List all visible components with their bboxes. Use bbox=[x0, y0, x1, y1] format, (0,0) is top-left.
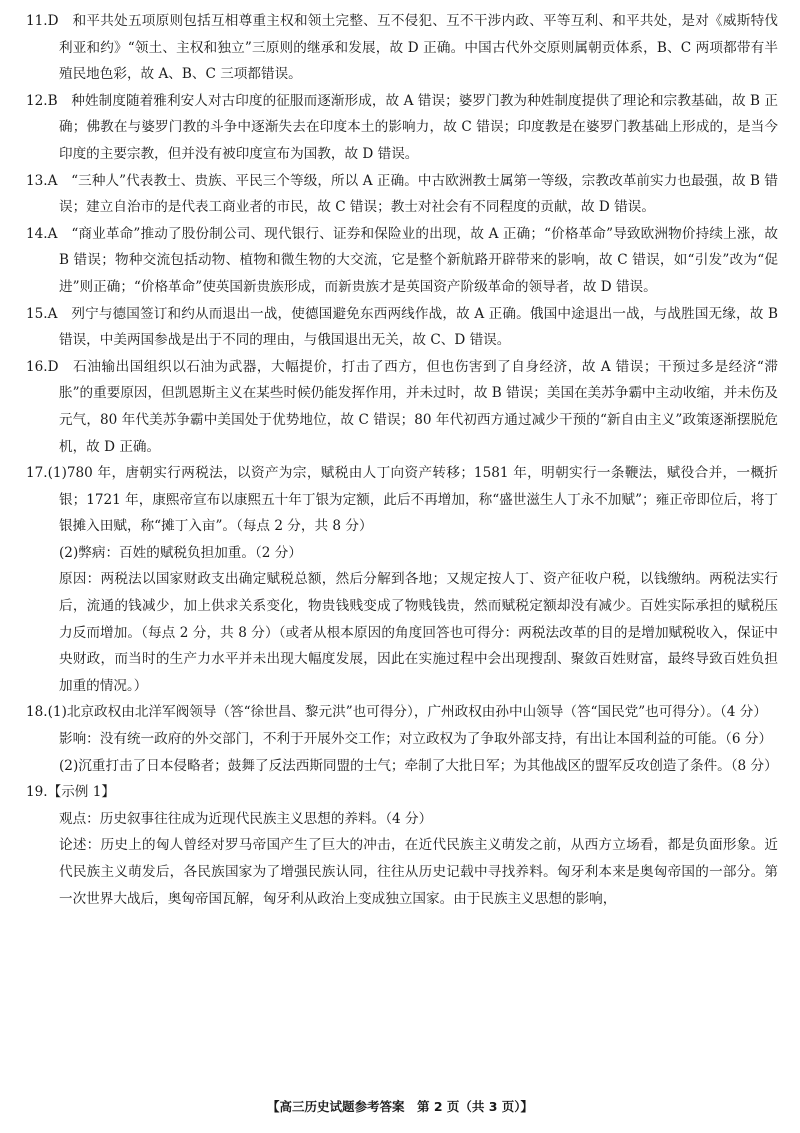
answer-18-part1: 18.(1)北京政权由北洋军阀领导（答“徐世昌、黎元洪”也可得分），广州政权由孙中山领导（答“国民党”也可得分）。（4 分） bbox=[26, 704, 767, 721]
answer-16: 16.D 石油输出国组织以石油为武器，大幅提价，打击了西方，但也伤害到了自身经济，故 A 错误；干预过多是经济“滞胀”的重要原因，但凯恩斯主义在某些时候仍能发挥作用，并未过时，故 B 错误；美国在美苏争霸中主动收缩，并未伤及元气，80 年代美苏争霸中美国处于优势地位，故 C 错误；80 年代初西方通过减少干预的“新自由主义”政策逐渐摆脱危机，故 D 正确。 bbox=[26, 358, 778, 455]
answer-17-reason: 原因：两税法以国家财政支出确定赋税总额，然后分解到各地；又规定按人丁、资产征收户税，以钱缴纳。两税法实行后，流通的钱减少，加上供求关系变化，物贵钱贱变成了物贱钱贵，然而赋税定额却没有减少。百姓实际承担的赋税压力反而增加。（每点 2 分，共 8 分）（或者从根本原因的角度回答也可得分：两税法改革的目的是增加赋税收入，保证中央财政，而当时的生产力水平并未出现大幅度发展，因此在实施过程中会出现搜刮、聚敛百姓财富，最终导致百姓负担加重的情况。） bbox=[59, 571, 778, 694]
answer-19-viewpoint: 观点：历史叙事往往成为近现代民族主义思想的养料。（4 分） bbox=[59, 810, 433, 827]
answer-12: 12.B 种姓制度随着雅利安人对古印度的征服而逐渐形成，故 A 错误；婆罗门教为种姓制度提供了理论和宗教基础，故 B 正确；佛教在与婆罗门教的斗争中逐渐失去在印度本土的影响力，故 C 错误；印度教是在婆罗门教基础上形成的，是当今印度的主要宗教，但并没有被印度宣布为国教，故 D 错误。 bbox=[26, 92, 778, 162]
answer-11: 11.D 和平共处五项原则包括互相尊重主权和领土完整、互不侵犯、互不干涉内政、平等互利、和平共处，是对《威斯特伐利亚和约》“领土、主权和独立”三原则的继承和发展，故 D 正确。中国古代外交原则属朝贡体系，B、C 两项都带有半殖民地色彩，故 A、B、C 三项都错误。 bbox=[26, 13, 778, 83]
answer-15: 15.A 列宁与德国签订和约从而退出一战，使德国避免东西两线作战，故 A 正确。俄国中途退出一战，与战胜国无缘，故 B 错误，中美两国参战是出于不同的理由，与俄国退出无关，故 C、D 错误。 bbox=[26, 305, 778, 349]
answer-17-part2: (2)弊病：百姓的赋税负担加重。（2 分） bbox=[59, 544, 302, 561]
answer-18-impact: 影响：没有统一政府的外交部门，不利于开展外交工作；对立政权为了争取外部支持，有出让本国利益的可能。（6 分） bbox=[59, 731, 773, 748]
page-footer: 【高三历史试题参考答案 第 2 页（共 3 页）】 bbox=[266, 1099, 534, 1114]
answer-19-heading: 19.【示例 1】 bbox=[26, 784, 115, 801]
answer-page bbox=[26, 8, 778, 912]
answer-17-part1: 17.(1)780 年，唐朝实行两税法，以资产为宗，赋税由人丁向资产转移；1581 年，明朝实行一条鞭法，赋役合并，一概折银；1721 年，康熙帝宣布以康熙五十年丁银为定额，此后不再增加，称“盛世滋生人丁永不加赋”；雍正帝即位后，将丁银摊入田赋，称“摊丁入亩”。（每点 2 分，共 8 分） bbox=[26, 465, 778, 535]
answer-14: 14.A “商业革命”推动了股份制公司、现代银行、证券和保险业的出现，故 A 正确；“价格革命”导致欧洲物价持续上涨，故 B 错误；物种交流包括动物、植物和微生物的大交流，它是整个新航路开辟带来的影响，故 C 错误，如“引发”改为“促进”则正确；“价格革命”使英国新贵族形成，而新贵族才是英国资产阶级革命的领导者，故 D 错误。 bbox=[26, 225, 778, 295]
answer-13: 13.A “三种人”代表教士、贵族、平民三个等级，所以 A 正确。中古欧洲教士属第一等级，宗教改革前实力也最强，故 B 错误；建立自治市的是代表工商业者的市民，故 C 错误；教士对社会有不同程度的贡献，故 D 错误。 bbox=[26, 172, 778, 216]
answer-19-argument: 论述：历史上的匈人曾经对罗马帝国产生了巨大的冲击，在近代民族主义萌发之前，从西方立场看，都是负面形象。近代民族主义萌发后，各民族国家为了增强民族认同，往往从历史记载中寻找养料。匈牙利本来是奥匈帝国的一部分。第一次世界大战后，奥匈帝国瓦解，匈牙利从政治上变成独立国家。由于民族主义思想的影响， bbox=[59, 837, 778, 907]
answer-18-part2: (2)沉重打击了日本侵略者；鼓舞了反法西斯同盟的士气；牵制了大批日军；为其他战区的盟军反攻创造了条件。（8 分） bbox=[59, 757, 778, 774]
